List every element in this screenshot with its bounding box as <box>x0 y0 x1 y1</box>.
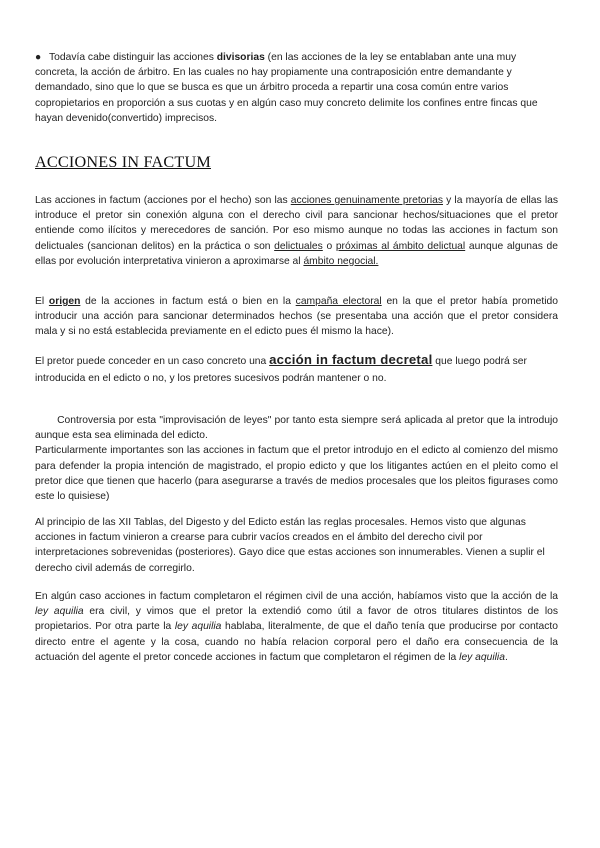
bold-underlined-term: acción in factum decretal <box>269 352 433 367</box>
paragraph-divisorias <box>35 50 558 126</box>
bullet: ● <box>35 52 42 63</box>
text-span: de la acciones in factum está o bien en la <box>80 296 296 307</box>
paragraph-xii-tablas <box>35 515 558 576</box>
italic-term: ley aquilia <box>35 606 84 618</box>
section-heading: ACCIONES IN FACTUM <box>35 153 211 171</box>
text-span: El pretor puede conceder en un caso concreto una <box>35 356 270 367</box>
paragraph-ley-aquilia <box>35 589 558 665</box>
text-span: que luego podrá ser introducida en el edicto o no, y los pretores sucesivos podrán mantener o no. <box>35 356 527 384</box>
text-span: (en las acciones de la ley se entablaban ante una muy concreta, la acción de árbitro. En las cuales no hay propiamente una contraposición entre demandante y demandado, sino que lo que se busca es que un árbitro proceda a repartir una cosa común entre varios copropietarios en proporción a sus cuotas y en algún caso muy concreto delimite los confines entre fincas que hayan devenido(convertido) imprecisos. <box>35 52 538 124</box>
paragraph-origen <box>35 294 558 340</box>
text-span: Controversia por esta "improvisación de leyes" por tanto esta siempre será aplicada al pretor que la introdujo aunque esta sea eliminada del edicto. <box>35 415 558 442</box>
italic-term: ley aquilia <box>459 651 505 663</box>
text-span: aunque algunas de ellas por evolución interpretativa vinieron a aproximarse al <box>35 240 558 267</box>
text-span: Las acciones in factum (acciones por el hecho) son las <box>35 195 291 206</box>
text-span: Al principio de las XII Tablas, del Digesto y del Edicto están las reglas procesales. Hemos visto que algunas acciones in factum vinieron a crearse para cubrir vacíos creados en el ámbito del derecho civil por interpretaciones sobrevenidas (posteriores). Gayo dice que estas acciones son innumerables. Vienen a suplir el derecho civil además de corregirlo. <box>35 517 545 574</box>
paragraph-controversia <box>35 413 558 504</box>
indent <box>35 415 57 426</box>
bold-term: divisorias <box>216 52 265 63</box>
text-span: y la mayoría de ellas las introduce el pretor sin conexión alguna con el derecho civil para sancionar hechos/situaciones que el pretor entiende como ilícitos y merecedores de sanción. Por eso mismo aunque no todas las acciones in factum son delictuales (sancionan delitos) en la práctica o son <box>35 195 558 252</box>
underlined-term: acciones genuinamente pretorias <box>290 195 443 206</box>
text-span: en la que el pretor había prometido introducir una acción para sancionar determinados hechos (se presentaba una acción que el pretor considera mala y si no está establecida previamente en el edicto pues él mismo la hace). <box>35 296 558 338</box>
bold-underlined-term: origen <box>48 296 81 307</box>
italic-term: ley aquilia <box>174 621 222 633</box>
text-span: Particularmente importantes son las acciones in factum que el pretor introdujo en el edicto al comienzo del mismo para defender la propia intención de magistrado, el propio edicto y que los litigantes actúen en el pleito como el pretor dice que tienen que hacerlo (para asegurarse a través de medios procesales que los pleitos figurases como este lo quisiese) <box>35 445 558 503</box>
underlined-term: delictuales <box>274 240 323 252</box>
text-span: El <box>35 296 49 307</box>
text-span: hablaba, literalmente, de que el daño tenía que producirse por contacto directo entre el agente y la cosa, cuando no había relacion corporal pero el daño era consecuencia de la actuación del agente el pretor concede acciones in factum que completaron el régimen de la <box>35 621 559 663</box>
underlined-term: próximas al ámbito delictual <box>335 240 466 252</box>
underlined-term: campaña electoral <box>295 296 382 307</box>
text-span: . <box>504 651 508 663</box>
paragraph-decretal <box>35 351 558 387</box>
text-span: Todavía cabe distinguir las acciones <box>49 52 217 63</box>
paragraph-intro <box>35 193 558 269</box>
text-span: En algún caso acciones in factum completaron el régimen civil de una acción, habíamos visto que la acción de la <box>35 591 558 602</box>
text-span: o <box>322 240 336 252</box>
text-span: era civil, y vimos que el pretor la extendió como útil a favor de otros titulares distintos de los propietarios. Por otra parte la <box>35 606 558 633</box>
underlined-term: ámbito negocial. <box>303 255 379 267</box>
